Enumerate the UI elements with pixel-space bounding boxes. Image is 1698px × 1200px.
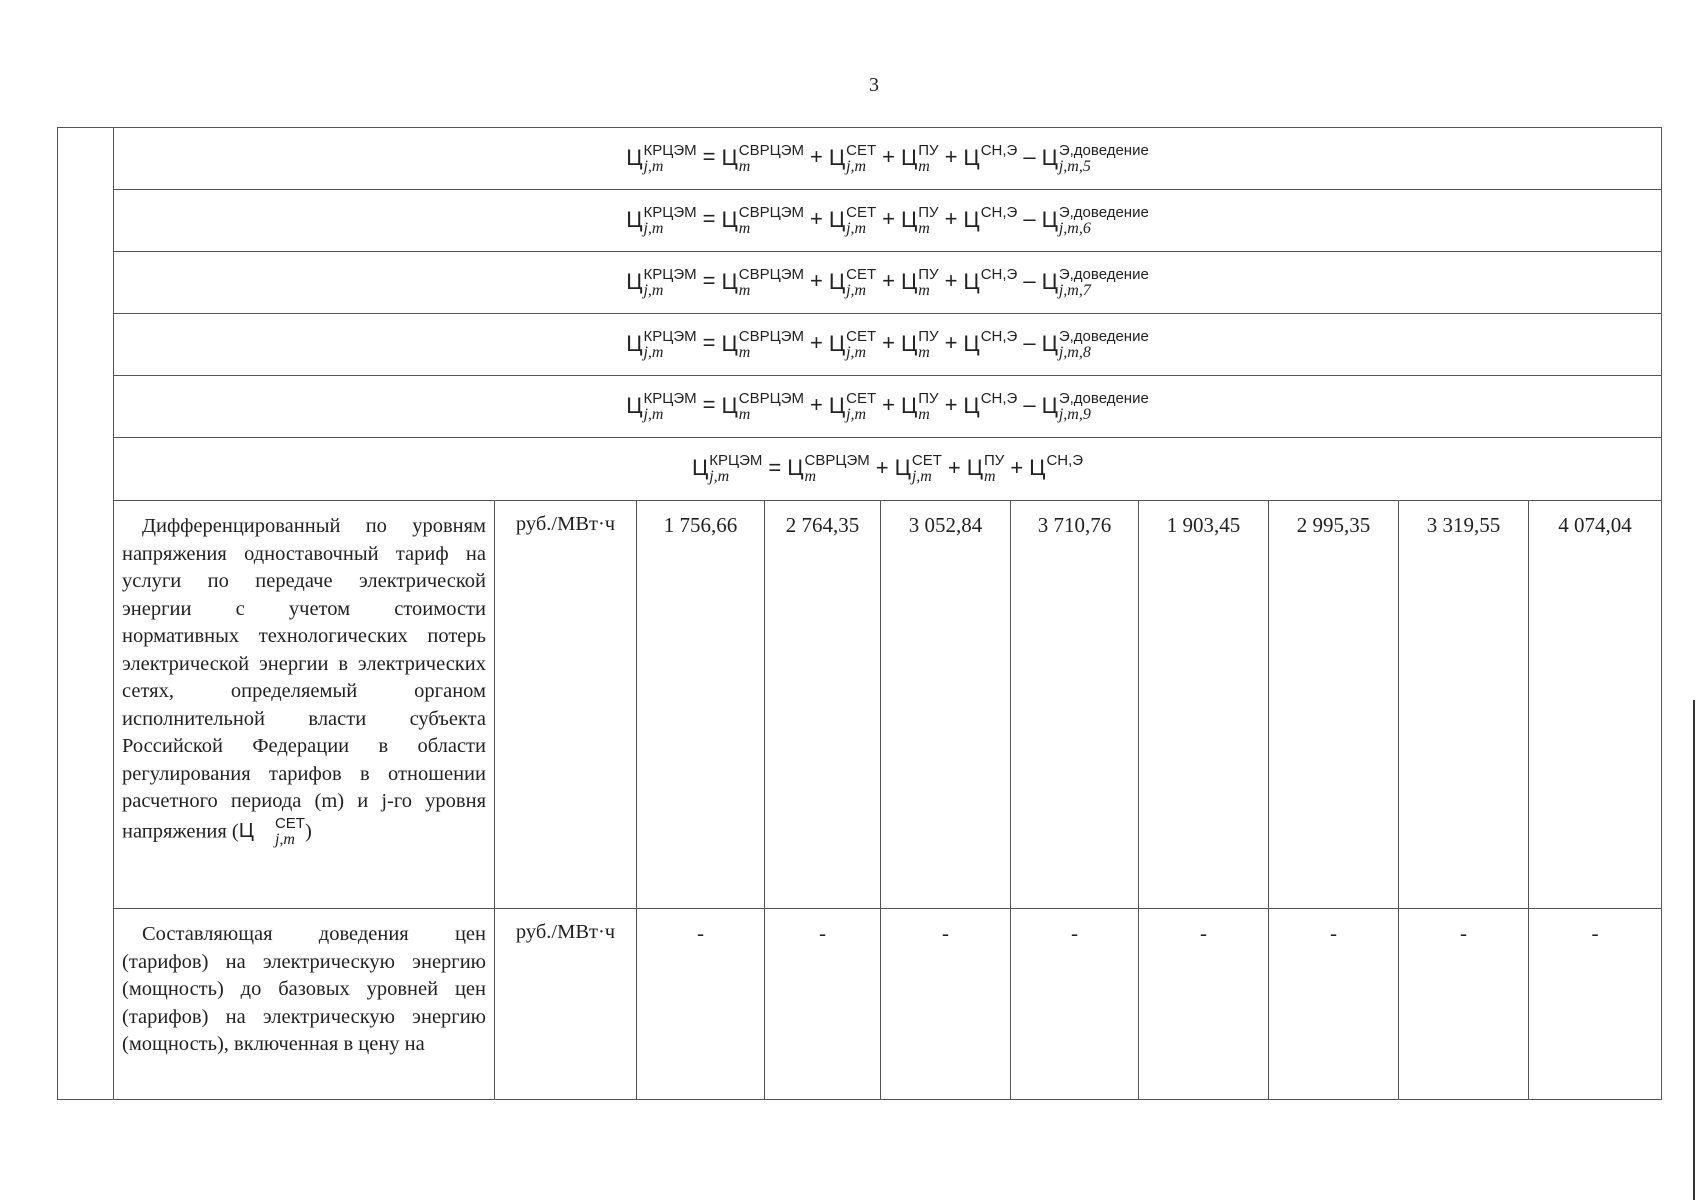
table-row [58, 501, 1662, 909]
value-cell: - [881, 909, 1011, 1100]
formula-cell [114, 190, 1662, 252]
value-cell: 3 319,55 [1399, 501, 1529, 909]
plus-sign: + [944, 392, 958, 418]
formula-term: Ц Э,доведение j,m,7 [1041, 265, 1149, 299]
row-description: Составляющая доведения цен (тарифов) на электрическую энергию (мощность) до базовых уровней цен (тарифов) на электрическую энергию (мощность), включенная в цену на [114, 909, 495, 1100]
formula-term: Ц СЕТ j,m [238, 814, 305, 848]
plus-sign: + [882, 268, 895, 294]
row-unit: руб./МВт·ч [495, 501, 637, 909]
formula-row [58, 252, 1662, 314]
minus-sign: – [1023, 268, 1036, 294]
table-row [58, 909, 1662, 1100]
value-cell: - [1399, 909, 1529, 1100]
value-cell: 3 710,76 [1011, 501, 1139, 909]
plus-sign: + [944, 268, 958, 294]
formula-term: Ц СН,Э [963, 141, 1018, 170]
plus-sign: + [1010, 454, 1024, 480]
formula-term: Ц Э,доведение j,m,5 [1041, 141, 1149, 175]
row-unit: руб./МВт·ч [495, 909, 637, 1100]
formula-term: Ц СВРЦЭМ m [787, 452, 870, 485]
formula-term: Ц ПУ m [900, 389, 939, 423]
minus-sign: – [1023, 144, 1036, 170]
formula-row [58, 438, 1662, 501]
value-cell: 1 756,66 [637, 501, 765, 909]
formula-cell [114, 128, 1662, 190]
plus-sign: + [944, 330, 958, 356]
formula-term: Ц СВРЦЭМ m [721, 327, 804, 361]
value-cell: 2 995,35 [1269, 501, 1399, 909]
formula-term: Ц ПУ m [900, 327, 939, 361]
plus-sign: + [809, 330, 823, 356]
value-cell: - [1011, 909, 1139, 1100]
formula-term: Ц КРЦЭМ j,m [626, 265, 697, 299]
equals-sign: = [768, 454, 782, 480]
value-cell: - [637, 909, 765, 1100]
plus-sign: + [882, 392, 895, 418]
formula-cell [114, 252, 1662, 314]
formula-row [58, 376, 1662, 438]
formula-term: Ц СЕТ j,m [828, 265, 877, 299]
formula-term: Ц СЕТ j,m [828, 203, 877, 237]
formula-term: Ц СВРЦЭМ m [721, 389, 804, 423]
row-description: Дифференцированный по уровням напряжения одноставочный тариф на услуги по передаче электрической энергии с учетом стоимости нормативных технологических потерь электрической энергии в электрических сетях, определяемый органом исполнительной власти субъекта Российской Федерации в области регулирования тарифов в отношении расчетного периода (m) и j-го уровня напряжения (Ц СЕТ j,m ) [114, 501, 495, 909]
formula-term: Ц ПУ m [900, 141, 939, 175]
plus-sign: + [809, 206, 823, 232]
formula-term: Ц СЕТ j,m [828, 141, 877, 175]
formula-term: Ц КРЦЭМ j,m [626, 141, 697, 175]
formula-term: Ц СВРЦЭМ m [721, 141, 804, 175]
plus-sign: + [944, 206, 958, 232]
formula-term: Ц СН,Э [1029, 452, 1084, 480]
value-cell: 3 052,84 [881, 501, 1011, 909]
formula-term: Ц СЕТ j,m [894, 452, 942, 485]
value-cell: - [1139, 909, 1269, 1100]
formula-term: Ц СН,Э [963, 327, 1018, 356]
formula-term: Ц ПУ m [966, 452, 1005, 485]
formula-term: Ц СВРЦЭМ m [721, 203, 804, 237]
formula-term: Ц СН,Э [963, 203, 1018, 232]
formula-row [58, 314, 1662, 376]
value-cell: - [1269, 909, 1399, 1100]
value-cell: 4 074,04 [1529, 501, 1662, 909]
equals-sign: = [702, 206, 716, 232]
plus-sign: + [944, 144, 958, 170]
equals-sign: = [702, 144, 716, 170]
plus-sign: + [875, 454, 889, 480]
value-cell: 2 764,35 [765, 501, 881, 909]
plus-sign: + [947, 454, 961, 480]
minus-sign: – [1023, 392, 1036, 418]
formula-row [58, 190, 1662, 252]
formula-row [58, 128, 1662, 190]
plus-sign: + [809, 268, 823, 294]
formula-term: Ц СВРЦЭМ m [721, 265, 804, 299]
plus-sign: + [882, 330, 895, 356]
formula-cell [114, 314, 1662, 376]
formula-term: Ц СЕТ j,m [828, 389, 877, 423]
margin-column [58, 128, 114, 1100]
formula-term: Ц ПУ m [900, 203, 939, 237]
formula-term: Ц КРЦЭМ j,m [626, 389, 697, 423]
formula-term: Ц Э,доведение j,m,9 [1041, 389, 1149, 423]
formula-cell [114, 438, 1662, 501]
value-cell: - [765, 909, 881, 1100]
plus-sign: + [882, 206, 895, 232]
formula-term: Ц СН,Э [963, 389, 1018, 418]
plus-sign: + [809, 144, 823, 170]
equals-sign: = [702, 392, 716, 418]
equals-sign: = [702, 330, 716, 356]
formula-term: Ц КРЦЭМ j,m [626, 203, 697, 237]
formula-term: Ц СЕТ j,m [828, 327, 877, 361]
value-cell: 1 903,45 [1139, 501, 1269, 909]
formula-term: Ц ПУ m [900, 265, 939, 299]
equals-sign: = [702, 268, 716, 294]
minus-sign: – [1023, 206, 1036, 232]
formula-term: Ц Э,доведение j,m,6 [1041, 203, 1149, 237]
formula-term: Ц КРЦЭМ j,m [626, 327, 697, 361]
formula-term: Ц Э,доведение j,m,8 [1041, 327, 1149, 361]
formula-cell [114, 376, 1662, 438]
plus-sign: + [809, 392, 823, 418]
formula-term: Ц КРЦЭМ j,m [691, 452, 763, 485]
value-cell: - [1529, 909, 1662, 1100]
tariff-table [57, 127, 1662, 1100]
scan-edge [1693, 700, 1695, 1200]
formula-term: Ц СН,Э [963, 265, 1018, 294]
plus-sign: + [882, 144, 895, 170]
minus-sign: – [1023, 330, 1036, 356]
page-number: 3 [869, 74, 879, 96]
